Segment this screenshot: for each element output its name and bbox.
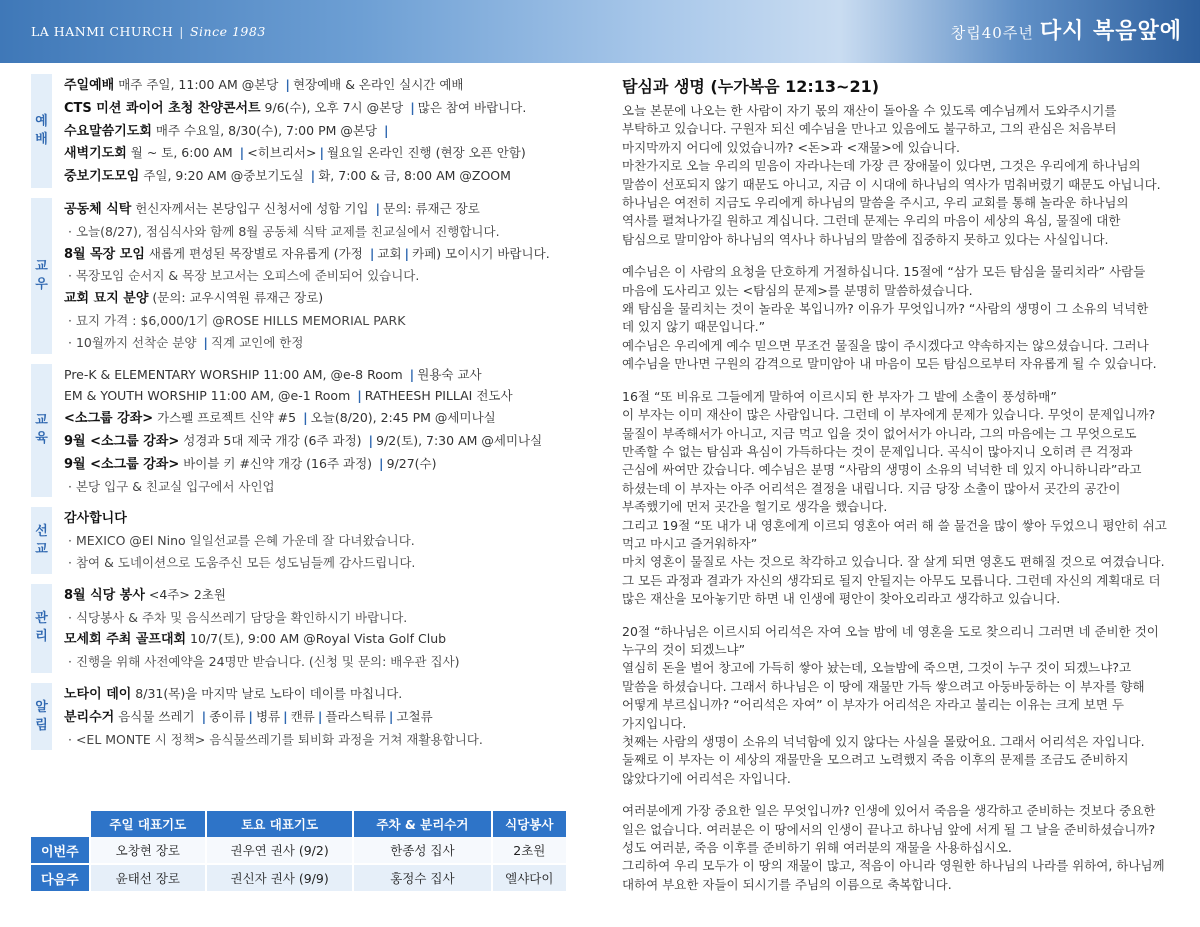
sermon-paragraph <box>622 388 1176 609</box>
announcement-title: 9월 <소그룹 강좌> <box>64 433 180 449</box>
announcement-detail <box>64 332 576 354</box>
announcement-item <box>64 74 576 97</box>
separator-bar: | <box>375 200 381 216</box>
sermon-line: 성도 여러분, 죽음 이후를 준비하기 위해 여러분의 재물을 사용하십시오. <box>622 840 1012 856</box>
announcement-detail <box>64 651 576 673</box>
duty-cell: 윤태선 장로 <box>90 864 206 892</box>
announcement-detail <box>64 221 576 243</box>
duty-header: 토요 대표기도 <box>206 811 353 837</box>
slogan-anniversary: 창립40주년 <box>950 24 1034 42</box>
detail-text: · 진행을 위해 사전예약을 24명만 받습니다. (신청 및 문의: 배우관 집사) <box>68 654 460 670</box>
sermon-paragraph <box>622 263 1176 373</box>
announcement-title: 교회 묘지 분양 <box>64 291 149 307</box>
detail-text: · 본당 입구 & 친교실 입구에서 사인업 <box>68 478 275 494</box>
separator-bar: | <box>383 122 389 138</box>
section-tag-char: 선 <box>35 523 48 539</box>
section-tag-char: 관 <box>35 611 48 627</box>
detail-text: · 참여 & 도네이션으로 도움주신 모든 성도님들께 감사드립니다. <box>68 554 416 570</box>
separator-bar: | <box>357 388 362 404</box>
duty-header-row <box>31 811 567 837</box>
announcement-text: 플라스틱류 <box>325 708 386 724</box>
sermon-title: 탐심과 생명 (누가복음 12:13~21) <box>622 77 880 96</box>
separator-bar: | <box>388 708 394 724</box>
sermon-line: 그리하여 우리 모두가 이 땅의 재물이 많고, 적음이 아니라 영원한 하나님의 나라를 위하여, 하나님께 <box>622 858 1165 874</box>
since-label: Since 1983 <box>189 24 266 39</box>
announcement-detail <box>64 476 576 498</box>
announcement-text: 고철류 <box>396 708 433 724</box>
announcement-title: 8월 식당 봉사 <box>64 587 145 603</box>
announcement-item <box>64 287 576 310</box>
detail-text: · 목장모임 순서지 & 목장 보고서는 오피스에 준비되어 있습니다. <box>68 268 420 284</box>
duty-cell: 오창현 장로 <box>90 837 206 864</box>
sermon-paragraph <box>622 802 1176 894</box>
sermon-line: 하셨는데 이 부자는 아주 어리석은 결정을 내립니다. 지금 당장 소출이 많아서 곳간의 공간이 <box>622 480 1121 496</box>
announcement-item <box>64 198 576 221</box>
separator-bar: | <box>303 410 308 426</box>
section-body <box>64 683 576 750</box>
announcement-title: 9월 <소그룹 강좌> <box>64 456 180 472</box>
announcement-title: 감사합니다 <box>64 511 127 527</box>
announcement-text: 8/31(목)을 마지막 날로 노타이 데이를 마칩니다. <box>131 685 403 701</box>
announcement-section <box>31 364 576 498</box>
announcement-detail <box>64 265 576 287</box>
announcement-title: 분리수거 <box>64 709 115 725</box>
section-body <box>64 74 576 188</box>
announcement-title: 새벽기도회 <box>64 146 127 162</box>
separator-bar: | <box>201 708 207 724</box>
announcement-item <box>64 385 576 407</box>
sermon-line: 여러분에게 가장 중요한 일은 무엇입니까? 인생에 있어서 죽음을 생각하고 준비하는 것보다 중요한 <box>622 803 1156 819</box>
section-tag-char: 리 <box>35 629 48 645</box>
sermon-line: 그리고 19절 “또 내가 내 영혼에게 이르되 영혼아 여러 해 쓸 물건을 많이 쌓아 두었으니 평안히 쉬고 <box>622 517 1167 533</box>
sermon-line: 가지입니다. <box>622 715 687 731</box>
announcement-item <box>64 407 576 430</box>
sermon-paragraph <box>622 102 1176 249</box>
announcement-title: 노타이 데이 <box>64 686 132 702</box>
announcement-text: RATHEESH PILLAI 전도사 <box>364 388 513 404</box>
announcement-text: 9/6(수), 오후 7시 @본당 <box>260 99 408 115</box>
sermon-line: 20절 “하나님은 이르시되 어리석은 자여 오늘 밤에 네 영혼을 도로 찾으리니 그러면 네 준비한 것이 <box>622 623 1159 639</box>
announcement-item <box>64 706 576 729</box>
sermon-line: 탐심으로 말미암아 하나님의 역사나 하나님의 말씀에 집중하지 못하고 있다는 사실입니다. <box>622 231 1109 247</box>
sermon-line: 예수님을 만나면 구원의 감격으로 말미암아 내 마음이 모든 탐심으로부터 자유롭게 될 수 있습니다. <box>622 356 1157 372</box>
announcement-text: 병류 <box>256 708 281 724</box>
announcement-text: 새롭게 편성된 목장별로 자유롭게 (가정 <box>144 245 367 261</box>
announcement-section <box>31 74 576 188</box>
announcement-detail <box>64 607 576 629</box>
announcement-text: 월 ~ 토, 6:00 AM <box>126 145 237 161</box>
section-tag-char: 교 <box>35 541 48 557</box>
announcement-text: 음식물 쓰레기 <box>114 708 199 724</box>
sermon-line: 많은 재산을 모아놓기만 하면 내 인생에 평안이 찾아오리라고 생각하고 있습니다. <box>622 591 1061 607</box>
detail-text: · MEXICO @El Nino 일일선교를 은혜 가운데 잘 다녀왔습니다. <box>68 533 415 549</box>
duty-cell: 권우연 권사 (9/2) <box>206 837 353 864</box>
announcement-text: 월요일 온라인 진행 (현장 오픈 안함) <box>327 145 526 161</box>
announcement-text: 매주 수요일, 8/30(수), 7:00 PM @본당 <box>151 122 381 138</box>
sermon-line: 마음에 도사리고 있는 <탐심의 문제>를 분명히 말씀하셨습니다. <box>622 282 973 298</box>
section-tag-char: 우 <box>35 276 48 292</box>
separator-bar: | <box>248 708 253 724</box>
announcement-item <box>64 683 576 706</box>
separator-bar: | <box>239 145 245 161</box>
section-tag-char: 예 <box>35 113 48 129</box>
announcement-text: 가스펠 프로젝트 신약 #5 <box>153 410 301 426</box>
announcement-item <box>64 628 576 651</box>
sermon-line: 물질이 부족해서가 아니고, 지금 먹고 입을 것이 없어서가 아니라, 그의 마음에는 그 무엇으로도 <box>622 425 1137 441</box>
sermon-line: 하나님은 여전히 지금도 우리에게 하나님의 말씀을 주시고, 우리 교회를 통해 놀라운 하나님의 <box>622 195 1129 211</box>
announcement-text: 헌신자께서는 본당입구 신청서에 성함 기입 <box>131 200 373 216</box>
sermon-line: 근심에 싸여만 갔습니다. 예수님은 분명 “사람의 생명이 소유의 넉넉한 데 있지 아니하니라”라고 <box>622 462 1142 478</box>
duty-cell: 엘샤다이 <box>492 864 567 892</box>
announcement-text: 많은 참여 바랍니다. <box>417 99 527 115</box>
announcement-text: 문의: 류재근 장로 <box>383 200 480 216</box>
announcement-section <box>31 584 576 673</box>
section-body <box>64 364 576 498</box>
announcement-text: 카페) 모이시기 바랍니다. <box>412 245 550 261</box>
section-tag-char: 교 <box>35 258 48 274</box>
announcement-detail <box>64 530 576 552</box>
sermon-line: 열심히 돈을 벌어 창고에 가득히 쌓아 놨는데, 오늘밤에 죽으면, 그것이 누구 것이 되겠느냐?고 <box>622 660 1132 676</box>
section-tag <box>31 364 52 498</box>
separator-bar: | <box>310 168 316 184</box>
announcement-title: CTS 미션 콰이어 초청 찬양콘서트 <box>64 100 261 116</box>
duty-cell: 홍정수 집사 <box>353 864 491 892</box>
sermon-line: 대하여 부요한 자들이 되시기를 주님의 이름으로 축복합니다. <box>622 876 952 892</box>
section-tag <box>31 74 52 188</box>
slogan-main: 다시 복음앞에 <box>1039 18 1182 44</box>
separator-bar: | <box>410 99 415 115</box>
announcements-column <box>31 74 576 760</box>
announcement-text: 매주 주일, 11:00 AM @본당 <box>114 77 283 92</box>
announcement-detail <box>64 310 576 332</box>
announcement-item <box>64 453 576 476</box>
separator-bar: | <box>203 334 208 350</box>
announcement-section <box>31 683 576 750</box>
announcement-text: 종이류 <box>209 708 246 724</box>
announcement-text: 10/7(토), 9:00 AM @Royal Vista Golf Club <box>186 631 447 647</box>
sermon-line: 말씀이 선포되지 않기 때문도 아니고, 지금 이 시대에 하나님의 역사가 멈춰버렸기 때문도 아닙니다. <box>622 176 1161 192</box>
church-brand <box>31 24 266 39</box>
announcement-item <box>64 364 576 386</box>
announcement-item <box>64 165 576 188</box>
announcement-text: 9/27(수) <box>386 455 437 471</box>
sermon-line: 어떻게 부르십니까? “어리석은 자여” 이 부자가 어리석은 자라고 불리는 이유는 크게 보면 두 <box>622 697 1124 713</box>
sermon-line: 않았다기에 어리석은 자입니다. <box>622 770 791 786</box>
sermon-line: 만족할 수 없는 탐심과 욕심이 가득하다는 것이 문제입니다. 곡식이 많아지니 오히려 큰 걱정과 <box>622 443 1133 459</box>
duty-corner-cell <box>31 811 90 837</box>
announcement-title: 수요말씀기도회 <box>64 123 152 139</box>
detail-text: · <EL MONTE 시 정책> 음식물쓰레기를 퇴비화 과정을 거쳐 재활용합니다. <box>68 731 483 747</box>
sermon-line: 마찬가지로 오늘 우리의 믿음이 자라나는데 가장 큰 장애물이 있다면, 그것은 우리에게 하나님의 <box>622 158 1141 174</box>
sermon-line: 먹고 마시고 즐거워하자” <box>622 535 758 551</box>
duty-cell: 권신자 권사 (9/9) <box>206 864 353 892</box>
announcement-title: <소그룹 강좌> <box>64 411 154 427</box>
separator-bar: | <box>285 77 290 92</box>
sermon-line: 마지막까지 어디에 있었습니까? <돈>과 <재물>에 있습니다. <box>622 139 961 155</box>
announcement-text: 화, 7:00 & 금, 8:00 AM @ZOOM <box>318 168 511 184</box>
sermon-line: 마치 영혼이 물질로 사는 것으로 착각하고 있습니다. 잘 살게 되면 영혼도 편해질 것으로 여겼습니다. <box>622 554 1165 570</box>
announcement-section <box>31 507 576 573</box>
sermon-line: 둘째로 이 부자는 이 세상의 재물만을 모으려고 노력했지 죽음 이후의 문제를 조금도 준비하지 <box>622 752 1129 768</box>
separator-bar: | <box>409 366 415 382</box>
announcement-text: 9/2(토), 7:30 AM @세미나실 <box>376 432 543 448</box>
section-body <box>64 198 576 354</box>
duty-row-label: 이번주 <box>31 837 90 864</box>
announcement-text: 원용숙 교사 <box>417 366 482 382</box>
announcement-title: 중보기도모임 <box>64 169 140 185</box>
section-tag-char: 육 <box>35 431 48 447</box>
section-tag <box>31 198 52 354</box>
duty-row-label: 다음주 <box>31 864 90 892</box>
section-tag-char: 림 <box>35 717 48 733</box>
separator-bar: | <box>283 708 288 724</box>
detail-text: 직계 교인에 한정 <box>210 334 304 350</box>
sermon-column <box>622 74 1176 908</box>
announcement-item <box>64 243 576 266</box>
duty-header: 식당봉사 <box>492 811 567 837</box>
section-tag-char: 교 <box>35 413 48 429</box>
announcement-item <box>64 97 576 120</box>
detail-text: · 10월까지 선착순 분양 <box>68 334 201 350</box>
section-tag-char: 알 <box>35 699 48 715</box>
announcement-title: 모세회 주최 골프대회 <box>64 632 187 648</box>
separator-bar: | <box>379 455 384 471</box>
announcement-text: EM & YOUTH WORSHIP 11:00 AM, @e-1 Room <box>64 388 355 404</box>
announcement-text: 캔류 <box>290 708 315 724</box>
announcement-text: 바이블 키 #신약 개강 (16주 과정) <box>179 455 377 471</box>
sermon-line: 일은 없습니다. 여러분은 이 땅에서의 인생이 끝나고 하나님 앞에 서게 될 그 날을 준비하셨습니까? <box>622 821 1156 837</box>
duty-row-next-week <box>31 864 567 892</box>
sermon-paragraph <box>622 623 1176 789</box>
announcement-text: 현장예배 & 온라인 실시간 예배 <box>292 77 464 92</box>
divider: | <box>179 24 184 39</box>
separator-bar: | <box>404 245 410 261</box>
sermon-line: 그 모든 과정과 결과가 자신의 생각되로 될지 안될지는 아무도 모릅니다. 그런데 자신의 계획대로 더 <box>622 572 1161 588</box>
header-banner <box>0 0 1200 63</box>
announcement-item <box>64 507 576 530</box>
announcement-title: 공동체 식탁 <box>64 201 132 217</box>
section-body <box>64 584 576 673</box>
section-tag <box>31 507 52 573</box>
detail-text: · 오늘(8/27), 점심식사와 함께 8월 공동체 식탁 교제를 친교실에서 진행합니다. <box>68 223 500 239</box>
separator-bar: | <box>369 245 375 261</box>
duty-header: 주일 대표기도 <box>90 811 206 837</box>
sermon-line: 부족했기에 먼저 곳간을 헐기로 생각을 했습니다. <box>622 499 888 515</box>
duty-cell: 2초원 <box>492 837 567 864</box>
announcement-text: 주일, 9:20 AM @중보기도실 <box>139 168 308 184</box>
sermon-line: 예수님은 이 사람의 요청을 단호하게 거절하십니다. 15절에 “삼가 모든 탐심을 물리치라” 사람들 <box>622 264 1146 280</box>
anniversary-slogan <box>951 14 1182 45</box>
announcement-item <box>64 430 576 453</box>
sermon-line: 예수님은 우리에게 예수 믿으면 무조건 물질을 많이 주시겠다고 약속하지는 않으셨습니다. 그러나 <box>622 337 1149 353</box>
sermon-line: 16절 “또 비유로 그들에게 말하여 이르시되 한 부자가 그 밭에 소출이 풍성하매” <box>622 388 1057 404</box>
announcement-text: Pre-K & ELEMENTARY WORSHIP 11:00 AM, @e-8 Room <box>64 366 407 382</box>
announcement-text: <4주> 2초원 <box>144 586 226 602</box>
detail-text: · 묘지 가격 : $6,000/1기 @ROSE HILLS MEMORIAL PARK <box>68 312 406 328</box>
duty-cell: 한종성 집사 <box>353 837 491 864</box>
announcement-item <box>64 142 576 165</box>
section-body <box>64 507 576 573</box>
announcement-text: <히브리서> <box>247 145 317 161</box>
sermon-line: 데 있지 않기 때문입니다.” <box>622 319 766 335</box>
sermon-line: 이 부자는 이미 재산이 많은 사람입니다. 그런데 이 부자에게 문제가 있습니다. 무엇이 문제입니까? <box>622 407 1156 423</box>
detail-text: · 식당봉사 & 주차 및 음식쓰레기 담당을 확인하시기 바랍니다. <box>68 609 408 625</box>
announcement-text: 오늘(8/20), 2:45 PM @세미나실 <box>310 410 496 426</box>
announcement-title: 주일예배 <box>64 78 115 93</box>
announcement-detail <box>64 729 576 751</box>
announcement-item <box>64 120 576 143</box>
sermon-body <box>622 102 1176 894</box>
section-tag <box>31 584 52 673</box>
duty-header: 주차 & 분리수거 <box>353 811 491 837</box>
sermon-line: 부탁하고 있습니다. 구원자 되신 예수님을 만나고 있음에도 불구하고, 그의 관심은 처음부터 <box>622 121 1117 137</box>
announcement-text: (문의: 교우시역원 류재근 장로) <box>148 290 324 306</box>
announcement-detail <box>64 552 576 574</box>
announcement-text: 교회 <box>377 245 402 261</box>
duty-table <box>31 811 568 893</box>
announcement-title: 8월 목장 모임 <box>64 246 145 262</box>
sermon-line: 말씀을 하셨습니다. 그래서 하나님은 이 땅에 재물만 가득 쌓으려고 아둥바둥하는 이 부자를 향해 <box>622 678 1145 694</box>
section-tag <box>31 683 52 750</box>
announcement-text: 성경과 5대 제국 개강 (6주 과정) <box>179 432 366 448</box>
separator-bar: | <box>317 708 323 724</box>
sermon-line: 역사를 펼쳐나가길 원하고 계십니다. 그런데 문제는 우리의 마음이 세상의 욕심, 물질에 대한 <box>622 213 1121 229</box>
separator-bar: | <box>319 145 325 161</box>
sermon-line: 오늘 본문에 나오는 한 사람이 자기 몫의 재산이 돌아올 수 있도록 예수님께서 도와주시기를 <box>622 103 1117 118</box>
duty-row-this-week <box>31 837 567 864</box>
church-name: LA HANMI CHURCH <box>31 24 174 39</box>
separator-bar: | <box>368 432 374 448</box>
announcement-item <box>64 584 576 607</box>
sermon-line: 첫째는 사람의 생명이 소유의 넉넉함에 있지 않다는 사실을 몰랐어요. 그래서 어리석은 자입니다. <box>622 734 1145 749</box>
section-tag-char: 배 <box>35 131 48 147</box>
sermon-line: 누구의 것이 되겠느냐” <box>622 641 746 657</box>
sermon-line: 왜 탐심을 물리치는 것이 놀라운 복입니까? 이유가 무엇입니까? “사람의 생명이 그 소유의 넉넉한 <box>622 301 1149 317</box>
announcement-section <box>31 198 576 354</box>
